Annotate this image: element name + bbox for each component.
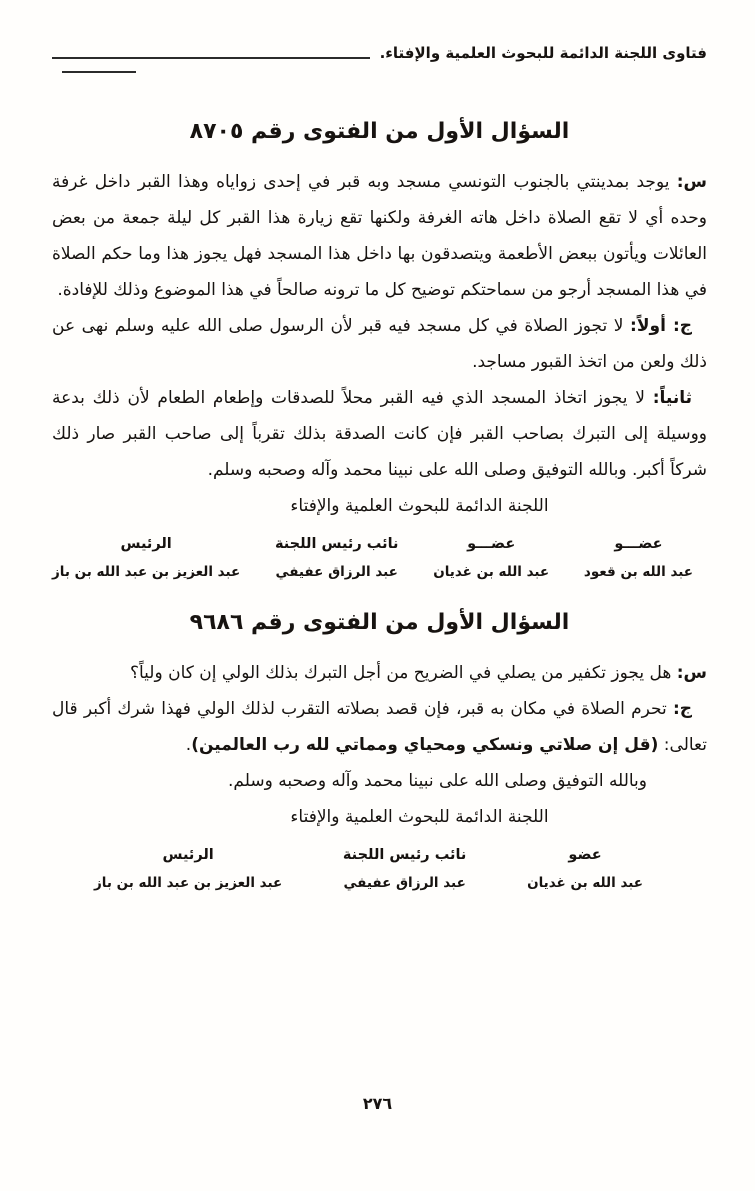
signature-vice-chairman — [343, 847, 466, 891]
signature-chairman — [52, 536, 240, 580]
signature-member-2 — [433, 536, 549, 580]
signature-name: عبد الرزاق عفيفي — [343, 875, 466, 891]
signature-name: عبد الله بن غديان — [433, 564, 550, 580]
fatwa1-answer-first — [52, 308, 707, 380]
signature-role: الرئيس — [162, 847, 214, 863]
signature-role: عضو — [568, 847, 602, 863]
signature-name: عبد العزيز بن عبد الله بن باز — [52, 564, 241, 580]
fatwa2-signatures — [52, 847, 707, 891]
signature-role: نائب رئيس اللجنة — [342, 847, 467, 863]
signature-role: الرئيس — [120, 536, 172, 552]
signature-name: عبد الله بن غديان — [527, 875, 643, 891]
question-label: س: — [676, 172, 707, 192]
answer-second-label: ثانياً: — [652, 388, 693, 408]
fatwa2-question — [52, 655, 707, 691]
fatwa1-signatures — [52, 536, 707, 580]
page-header — [52, 44, 707, 73]
question-label: س: — [676, 663, 707, 683]
quran-verse: (قل إن صلاتي ونسكي ومحياي ومماتي لله رب العالمين) — [191, 735, 659, 755]
signature-role: عضـــو — [467, 536, 516, 552]
answer-end: . — [185, 735, 192, 755]
header-row — [52, 44, 707, 62]
signature-vice-chairman — [275, 536, 398, 580]
header-subrule — [62, 71, 136, 73]
fatwa1-title: السؤال الأول من الفتوى رقم ٨٧٠٥ — [189, 119, 570, 144]
signature-name: عبد العزيز بن عبد الله بن باز — [94, 875, 283, 891]
fatwa2-title: السؤال الأول من الفتوى رقم ٩٦٨٦ — [189, 610, 570, 635]
answer-second-text: لا يجوز اتخاذ المسجد الذي فيه القبر محلاً للصدقات وإطعام الطعام لأن ذلك بدعة ووسيلة إلى التبرك بصاحب القبر فإن كانت الصدقة بذلك تقرباً إلى صاحب القبر صار ذلك شركاً أكبر. وبالله التوفيق وصلى الله على نبينا محمد وآله وصحبه وسلم. — [52, 388, 707, 480]
fatwa2-answer — [52, 691, 707, 763]
question-text: هل يجوز تكفير من يصلي في الضريح من أجل التبرك بذلك الولي إن كان ولياً؟ — [129, 663, 672, 683]
signature-name: عبد الله بن قعود — [583, 564, 693, 580]
answer-text: تحرم الصلاة في مكان به قبر، فإن قصد بصلاته التقرب لذلك الولي فهذا شرك أكبر قال تعالى: — [52, 699, 707, 755]
fatwa1-committee-line: اللجنة الدائمة للبحوث العلمية والإفتاء — [290, 496, 549, 516]
fatwa-section-8705 — [52, 119, 707, 580]
fatwa1-answer-second — [52, 380, 707, 488]
page-footer — [0, 1094, 755, 1113]
fatwa1-question — [52, 164, 707, 308]
signature-role: عضـــو — [614, 536, 663, 552]
header-rule — [52, 57, 370, 59]
page-number: ٢٧٦ — [362, 1094, 393, 1113]
answer-first-text: لا تجوز الصلاة في كل مسجد فيه قبر لأن الرسول صلى الله عليه وسلم نهى عن ذلك ولعن من اتخذ القبور مساجد. — [52, 316, 707, 372]
answer-label: ج: — [672, 699, 692, 719]
fatwa2-closing: وبالله التوفيق وصلى الله على نبينا محمد وآله وصحبه وسلم. — [228, 771, 647, 791]
fatwa-section-9686 — [52, 610, 707, 891]
signature-chairman — [94, 847, 282, 891]
signature-name: عبد الرزاق عفيفي — [275, 564, 398, 580]
question-text: يوجد بمدينتي بالجنوب التونسي مسجد وبه قبر في إحدى زواياه وهذا القبر داخل غرفة وحده أي لا تقع الصلاة داخل هاته الغرفة ولكنها تقع زيارة هذا القبر كل ليلة جمعة من بعض العائلات ويأتون ببعض الأطعمة ويتصدقون بها داخل هذا المسجد فهل يجوز هذا وما حكم الصلاة في هذا المسجد أرجو من سماحتكم توضيح كل ما ترونه صالحاً في هذا الموضوع وذلك للإفادة. — [52, 172, 707, 300]
book-title: فتاوى اللجنة الدائمة للبحوث العلمية والإفتاء. — [379, 44, 707, 62]
answer-first-label: ج: أولاً: — [630, 316, 692, 336]
signature-member — [527, 847, 643, 891]
fatwa2-committee-line: اللجنة الدائمة للبحوث العلمية والإفتاء — [290, 807, 549, 827]
signature-member-1 — [584, 536, 693, 580]
signature-role: نائب رئيس اللجنة — [274, 536, 399, 552]
